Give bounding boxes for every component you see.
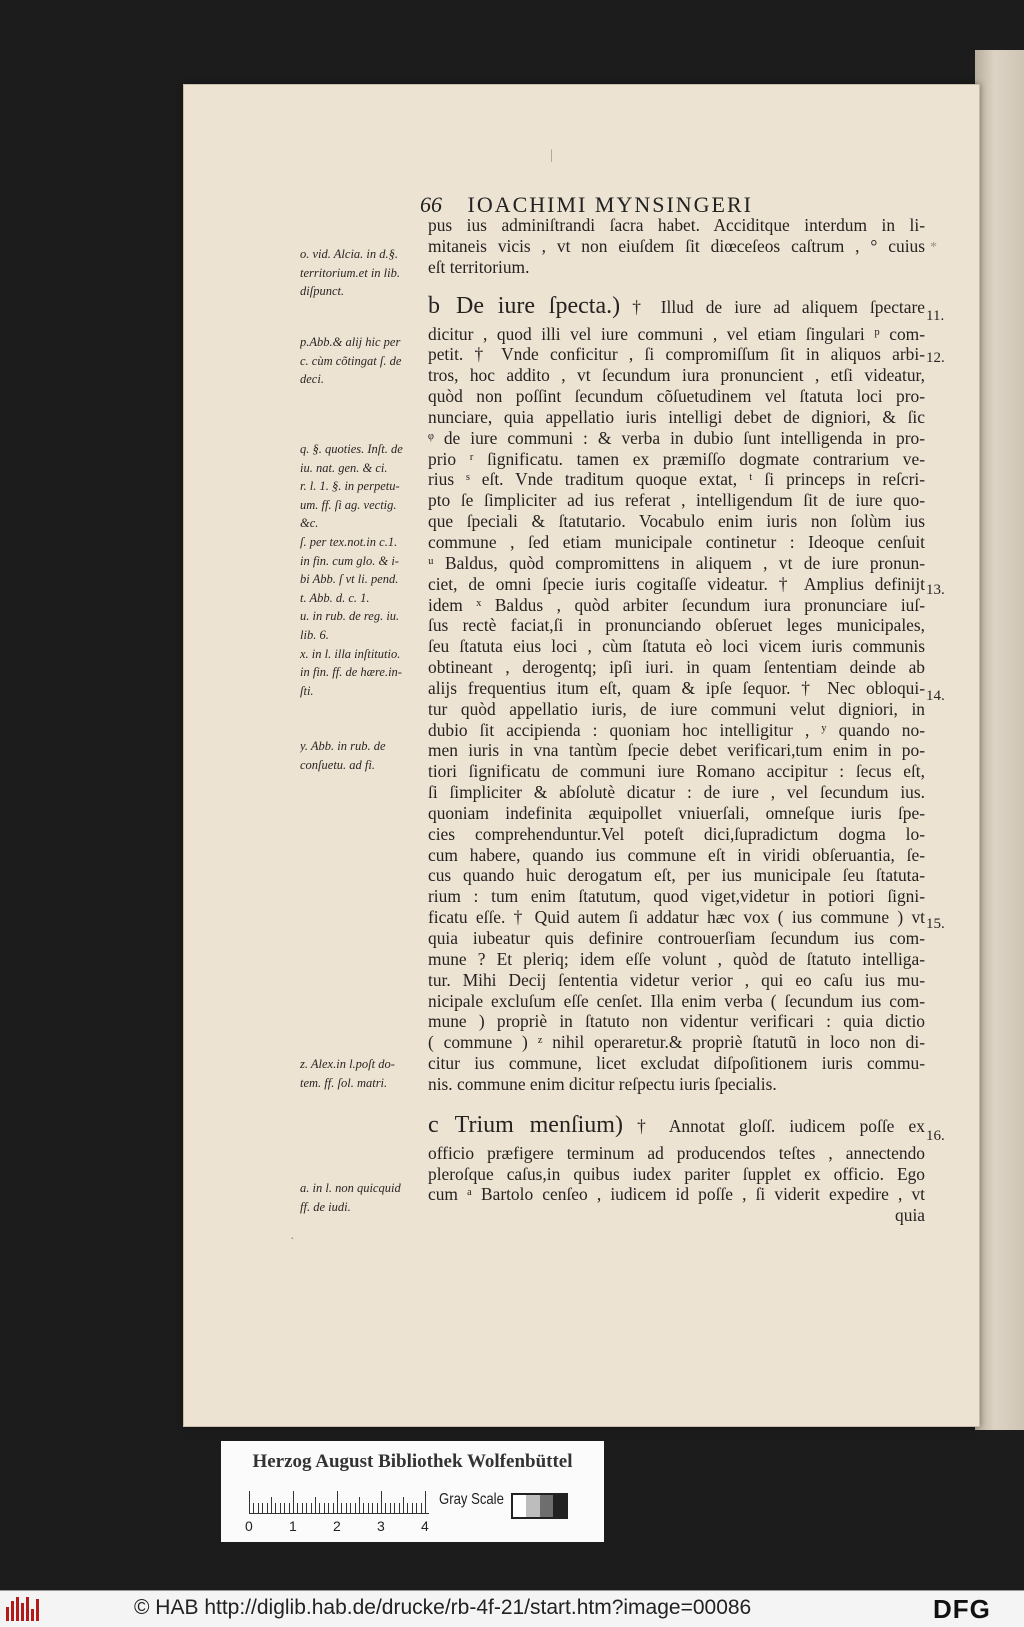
text-line: citur ius commune, licet excludat diſpoſitionem iuris commu- — [428, 1053, 925, 1074]
ruler-tick — [337, 1491, 338, 1513]
ruler-label: 3 — [377, 1518, 385, 1534]
running-head-title: IOACHIMI MYNSINGERI — [467, 192, 753, 217]
text-block-b — [428, 324, 925, 1095]
ruler-tick — [394, 1503, 395, 1513]
ruler-tick — [249, 1491, 250, 1513]
margin-note-line: bi Abb. ſ vt li. pend. — [300, 572, 399, 587]
ruler-label: 4 — [421, 1518, 429, 1534]
margin-note-q-x — [300, 440, 428, 700]
margin-note-line: c. cùm cõtingat ſ. de — [300, 353, 402, 368]
ruler-label: 2 — [333, 1518, 341, 1534]
text-line: men iuris in vna tantùm ſpecie debet verificari,tum enim in po- — [428, 740, 925, 761]
margin-note-line: ſ. per tex.not.in c.1. — [300, 534, 398, 549]
ruler-label: 1 — [289, 1518, 297, 1534]
text-line: obtineant , derogentq; ipſi iuri. in quam ſententiam deinde ab — [428, 657, 925, 678]
text-line: quòd non poſſint ſecundum cõſuetudinem vel ſtatuta loci pro- — [428, 386, 925, 407]
ruler-tick — [399, 1503, 400, 1513]
margin-note-line: r. l. 1. §. in perpetu- — [300, 479, 400, 494]
text-line: ciet, de omni ſpecie iuris cogitaſſe videatur. † Amplius definijt — [428, 573, 925, 594]
footer-url[interactable]: © HAB http://diglib.hab.de/drucke/rb-4f-21/start.htm?image=00086 — [134, 1596, 752, 1619]
line-number: 11. — [926, 308, 945, 324]
ruler-tick — [372, 1503, 373, 1513]
text-line: cum ᵃ Bartolo cenſeo , iudicem id poſſe , ſi viderit expedire , vt — [428, 1184, 925, 1205]
margin-note-p — [300, 333, 428, 389]
ruler-tick — [416, 1503, 417, 1513]
dfg-logo: DFG — [933, 1594, 991, 1624]
ruler-tick — [381, 1491, 382, 1513]
ruler-tick — [368, 1503, 369, 1513]
ruler-tick — [258, 1503, 259, 1513]
text-block-a — [428, 215, 925, 278]
text-line: que ſpeciali & ſtatutario. Vocabulo enim iuris non ſolùm ius — [428, 511, 925, 532]
text-line: ſi ſimpliciter & abſolutè dicatur : de iure , vel ſecundum ius. — [428, 782, 925, 803]
margin-note-line: lib. 6. — [300, 627, 329, 642]
ruler-tick — [355, 1503, 356, 1513]
ruler-tick — [346, 1503, 347, 1513]
ruler-tick — [359, 1497, 360, 1513]
ruler-tick — [377, 1503, 378, 1513]
text-line: ſeu ſtatuta eius loci , cùm ſtatuta eò loci vicem iuris communis — [428, 636, 925, 657]
text-line: cies comprehenduntur.Vel poteſt dici,ſupradictum dogma lo- — [428, 823, 925, 844]
line-number: 15. — [926, 916, 945, 932]
margin-note-line: deci. — [300, 372, 324, 387]
ruler-tick — [425, 1491, 426, 1513]
margin-note-line: conſuetu. ad fi. — [300, 757, 375, 772]
main-text-column — [428, 215, 925, 1226]
gray-swatch — [553, 1495, 566, 1517]
lemma-c: Trium menſium) — [454, 1111, 623, 1138]
ruler-tick — [328, 1503, 329, 1513]
margin-note-line: &c. — [300, 516, 319, 531]
lemma-c-rest: † Annotat gloſſ. iudicem poſſe ex — [637, 1115, 925, 1136]
ruler-tick — [412, 1503, 413, 1513]
text-line: ( commune ) ᶻ nihil operaretur.& propriè ſtatutũ in loco non di- — [428, 1032, 925, 1053]
lemma-line-c — [428, 1107, 925, 1143]
gray-swatch — [513, 1495, 526, 1517]
text-line: rius ˢ eſt. Vnde traditum quoque extat, ᵗ ſi princeps in reſcri- — [428, 469, 925, 490]
gray-swatch — [540, 1495, 553, 1517]
margin-note-line: in fin. ff. de hære.in- — [300, 665, 402, 680]
text-line: mune ? Et pleriq; idem eſſe volunt , quòd de ſtatuto intelliga- — [428, 948, 925, 969]
ruler-tick — [421, 1503, 422, 1513]
gray-swatch — [526, 1495, 539, 1517]
lemma-letter-c: c — [428, 1111, 439, 1138]
card-title: Herzog August Bibliothek Wolfenbüttel — [252, 1451, 573, 1472]
margin-note-line: ff. de iudi. — [300, 1199, 351, 1214]
text-line: idem ˣ Baldus , quòd arbiter ſecundum iura pronunciare iuſ- — [428, 594, 925, 615]
text-line: ᵘ Baldus, quòd compromittens in aliquem , vt de iure pronun- — [428, 552, 925, 573]
text-line: prio ʳ ſignificatu. tamen ex præmiſſo dogmate contrarium ve- — [428, 448, 925, 469]
lemma-b-rest: † Illud de iure ad aliquem ſpectare — [632, 296, 925, 317]
line-number: 16. — [926, 1128, 945, 1144]
ruler-tick — [324, 1503, 325, 1513]
text-line: tros, hoc addito , vt ſecundum iura pronuncient , etſi videatur, — [428, 365, 925, 386]
margin-note-o — [300, 245, 428, 301]
text-line: cus quando huic derogatum eſt, per ius municipale ſeu ſtatuta- — [428, 865, 925, 886]
text-line: mitaneis vicis , vt non eiuſdem ſit diœceſeos caſtrum , ° cuius — [428, 235, 925, 256]
text-line: alijs frequentius itum eſt, quam & ipſe ſequor. † Nec obloqui- — [428, 677, 925, 698]
margin-note-z — [300, 1055, 428, 1092]
text-line: nunciare, quia appellatio iuris intelligi debet de digniori, & ſic — [428, 406, 925, 427]
text-line: officio præfigere terminum ad producendos teſtes , annectendo — [428, 1142, 925, 1163]
margin-note-line: iu. nat. gen. & ci. — [300, 460, 388, 475]
text-line: tur. Mihi Decij ſententia videtur verior , qui eo caſu ius mu- — [428, 969, 925, 990]
line-number: 14. — [926, 688, 945, 704]
ruler-tick — [297, 1503, 298, 1513]
lemma-b: De iure ſpecta.) — [456, 292, 621, 319]
margin-note-y — [300, 737, 428, 774]
footer-bar — [0, 1590, 1024, 1627]
lemma-letter-b: b — [428, 292, 440, 319]
margin-note-line: p.Abb.& alij hic per — [300, 335, 401, 349]
margin-note-line: ſti. — [300, 683, 314, 698]
ruler-tick — [293, 1491, 294, 1513]
text-line: eſt territorium. — [428, 256, 530, 277]
text-line: dubio ſit accipienda : quoniam hoc intelligitur , ʸ quando no- — [428, 719, 925, 740]
margin-note-line: y. Abb. in rub. de — [300, 739, 386, 753]
text-line: nicipale excluſum eſſe cenſet. Illa enim verba ( ſecundum ius com- — [428, 990, 925, 1011]
margin-note-line: q. §. quoties. Inſt. de — [300, 442, 403, 456]
text-line: pto ſe ſimpliciter ad ius referat , intelligendum ſit de iure quo- — [428, 490, 925, 511]
ruler-tick — [333, 1503, 334, 1513]
ruler-tick — [253, 1503, 254, 1513]
margin-note-line: u. in rub. de reg. iu. — [300, 609, 400, 624]
ruler-tick — [280, 1503, 281, 1513]
adjacent-page-edge — [975, 50, 1024, 1430]
text-line: tur quòd appellatio iuris, de iure communi velut digniori, in — [428, 698, 925, 719]
text-line: tiori ſignificatu de communi iure Romano accipitur : ſecus eſt, — [428, 761, 925, 782]
gray-scale-swatches — [511, 1493, 568, 1519]
margin-note-line: z. Alex.in l.poſt do- — [300, 1057, 395, 1071]
margin-note-a — [300, 1179, 428, 1216]
ruler-label: 0 — [245, 1518, 253, 1534]
text-line: nis. commune enim dicitur reſpectu iuris ſpecialis. — [428, 1073, 777, 1094]
margin-note-line: t. Abb. d. c. 1. — [300, 590, 370, 605]
scale-ruler — [249, 1489, 429, 1514]
margin-note-line: in fin. cum glo. & i- — [300, 553, 399, 568]
text-line: pus ius adminiſtrandi ſacra habet. Acciditque interdum in li- — [428, 215, 925, 235]
line-number: 13. — [926, 582, 945, 598]
margin-note-line: tem. ff. ſol. matri. — [300, 1075, 388, 1090]
gray-scale-label: Gray Scale — [439, 1491, 504, 1508]
margin-note-line: o. vid. Alcia. in d.§. — [300, 247, 399, 261]
ruler-tick — [319, 1503, 320, 1513]
color-reference-card — [221, 1441, 604, 1542]
ruler-tick — [271, 1497, 272, 1513]
catchword: quia — [895, 1205, 925, 1226]
ruler-tick — [311, 1503, 312, 1513]
ruler-tick — [385, 1503, 386, 1513]
text-line: cum habere, quando ius commune eſt in viridi obſeruantia, ſe- — [428, 844, 925, 865]
margin-note-line: diſpunct. — [300, 284, 345, 299]
text-line: mune ) propriè in ſtatuto non videntur verificari : quia dictio — [428, 1011, 925, 1032]
ruler-tick — [302, 1503, 303, 1513]
ruler-tick — [289, 1503, 290, 1513]
text-line: pleroſque caſus,in quibus iudex pariter ſupplet ex officio. Ego — [428, 1163, 925, 1184]
margin-note-line: a. in l. non quicquid — [300, 1181, 401, 1195]
margin-note-line: um. ff. ſi ag. vectig. — [300, 497, 397, 512]
ruler-tick — [403, 1497, 404, 1513]
text-line: ᵠ de iure communi : & verba in dubio ſunt intelligenda in pro- — [428, 427, 925, 448]
ruler-tick — [407, 1503, 408, 1513]
hab-barcode-logo-icon — [6, 1597, 44, 1621]
ruler-tick — [315, 1497, 316, 1513]
ruler-tick — [341, 1503, 342, 1513]
text-line: quia iubeatur quis definire controuerſiam ſecundum ius com- — [428, 928, 925, 948]
page-number: 66 — [420, 192, 442, 217]
text-line: ſus rectè faciat,ſi in pronunciando obſeruet leges municipales, — [428, 615, 925, 636]
text-line: petit. † Vnde conficitur , ſi compromiſſum ſit in aliquos arbi- — [428, 344, 925, 365]
ruler-tick — [390, 1503, 391, 1513]
ruler-tick — [363, 1503, 364, 1513]
lemma-line-b — [428, 288, 925, 324]
text-line: commune , ſed etiam municipale continetur : Ideoque cenſuit — [428, 531, 925, 552]
ruler-tick — [306, 1503, 307, 1513]
text-line: rium : tum enim ſtatutum, quod viget,videtur in potiori ſigni- — [428, 886, 925, 907]
text-line: ficatu eſſe. † Quid autem ſi addatur hæc vox ( ius commune ) vt — [428, 907, 925, 928]
ruler-tick — [350, 1503, 351, 1513]
margin-note-line: x. in l. illa inſtitutio. — [300, 646, 401, 661]
text-block-c — [428, 1143, 925, 1206]
ruler-tick — [284, 1503, 285, 1513]
ruler-tick — [262, 1503, 263, 1513]
margin-note-line: territorium.et in lib. — [300, 265, 400, 280]
ruler-tick — [275, 1503, 276, 1513]
line-number: 12. — [926, 350, 945, 366]
text-line: quoniam indefinita æquipollet vniuerſali, omneſque iuris ſpe- — [428, 802, 925, 823]
ruler-tick — [267, 1503, 268, 1513]
text-line: dicitur , quod illi vel iure communi , vel etiam ſingulari ᵖ com- — [428, 323, 925, 344]
